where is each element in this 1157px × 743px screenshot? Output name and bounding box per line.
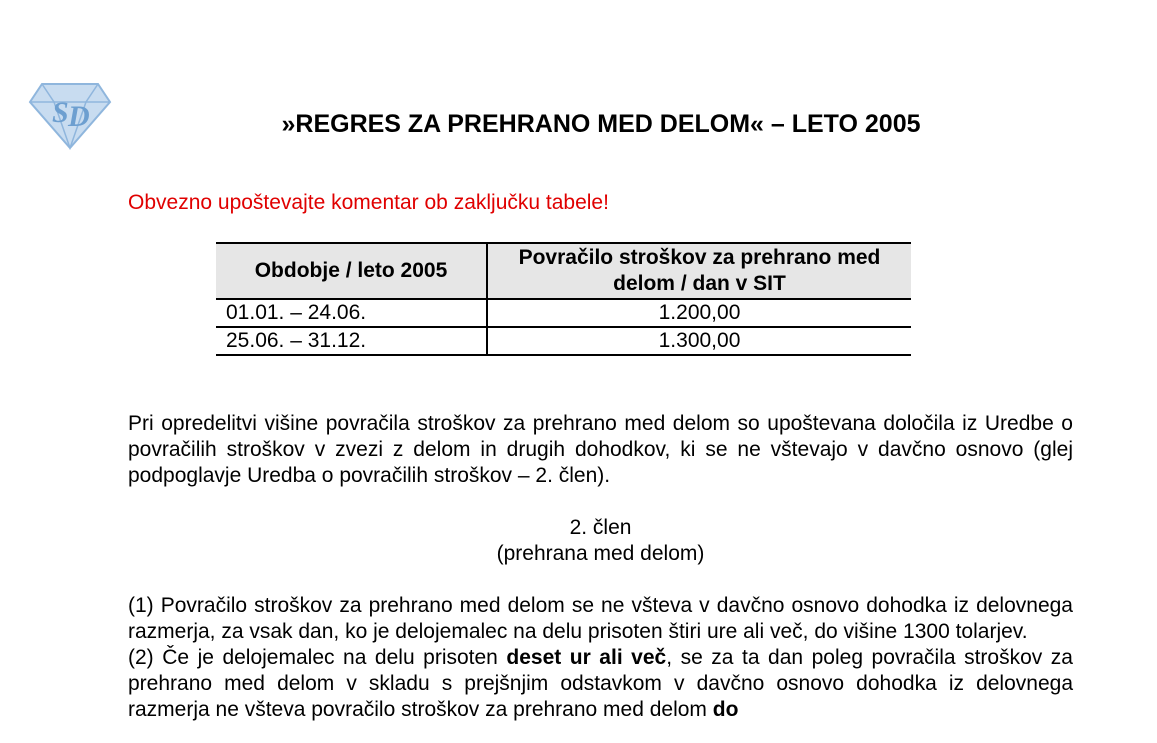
- table-row: [216, 299, 911, 327]
- table-row: [216, 327, 911, 355]
- page-title: »REGRES ZA PREHRANO MED DELOM« – LETO 2005: [281, 110, 921, 138]
- period-cell: 25.06. – 31.12.: [216, 327, 487, 355]
- article-number: 2. člen: [569, 516, 632, 539]
- clause-2-bold: deset ur ali več: [506, 646, 667, 669]
- clause-2: [128, 645, 1073, 723]
- article-heading: [128, 515, 1073, 567]
- intro-paragraph: [128, 411, 1073, 489]
- svg-text:S: S: [52, 96, 69, 129]
- amount-cell: 1.200,00: [487, 299, 911, 327]
- column-header-amount: Povračilo stroškov za prehrano med delom / dan v SIT: [487, 243, 911, 299]
- notice-text: Obvezno upoštevajte komentar ob zaključku tabele!: [128, 191, 609, 214]
- article-subtitle: (prehrana med delom): [496, 542, 705, 565]
- clause-2-rest: , se za ta dan poleg povračila stroškov za prehrano med delom v skladu s prejšnjim odstavkom v davčno osnovo dohodka iz delovnega razmerja ne všteva povračilo stroškov za prehrano med delom: [128, 646, 1073, 721]
- svg-text:D: D: [68, 100, 90, 133]
- clause-1: (1) Povračilo stroškov za prehrano med delom se ne všteva v davčno osnovo dohodka iz delovnega razmerja, za vsak dan, ko je delojemalec na delu prisoten štiri ure ali več, do višine 1300 tolarjev.: [128, 594, 1073, 643]
- table-header-row: [216, 243, 911, 299]
- amount-cell: 1.300,00: [487, 327, 911, 355]
- period-cell: 01.01. – 24.06.: [216, 299, 487, 327]
- paragraph-text: Pri opredelitvi višine povračila stroškov za prehrano med delom so upoštevana določila iz Uredbe o povračilih stroškov v zvezi z delom in drugih dohodkov, ki se ne vštevajo v davčno osnovo (glej podpoglavje Uredba o povračilih stroškov – 2. člen).: [128, 412, 1073, 487]
- clause-2-bold-end: do: [712, 698, 739, 721]
- column-header-period: Obdobje / leto 2005: [216, 243, 487, 299]
- rates-table: [216, 242, 911, 356]
- clause-2-start: (2) Če je delojemalec na delu prisoten: [128, 646, 507, 669]
- clauses: [128, 593, 1073, 723]
